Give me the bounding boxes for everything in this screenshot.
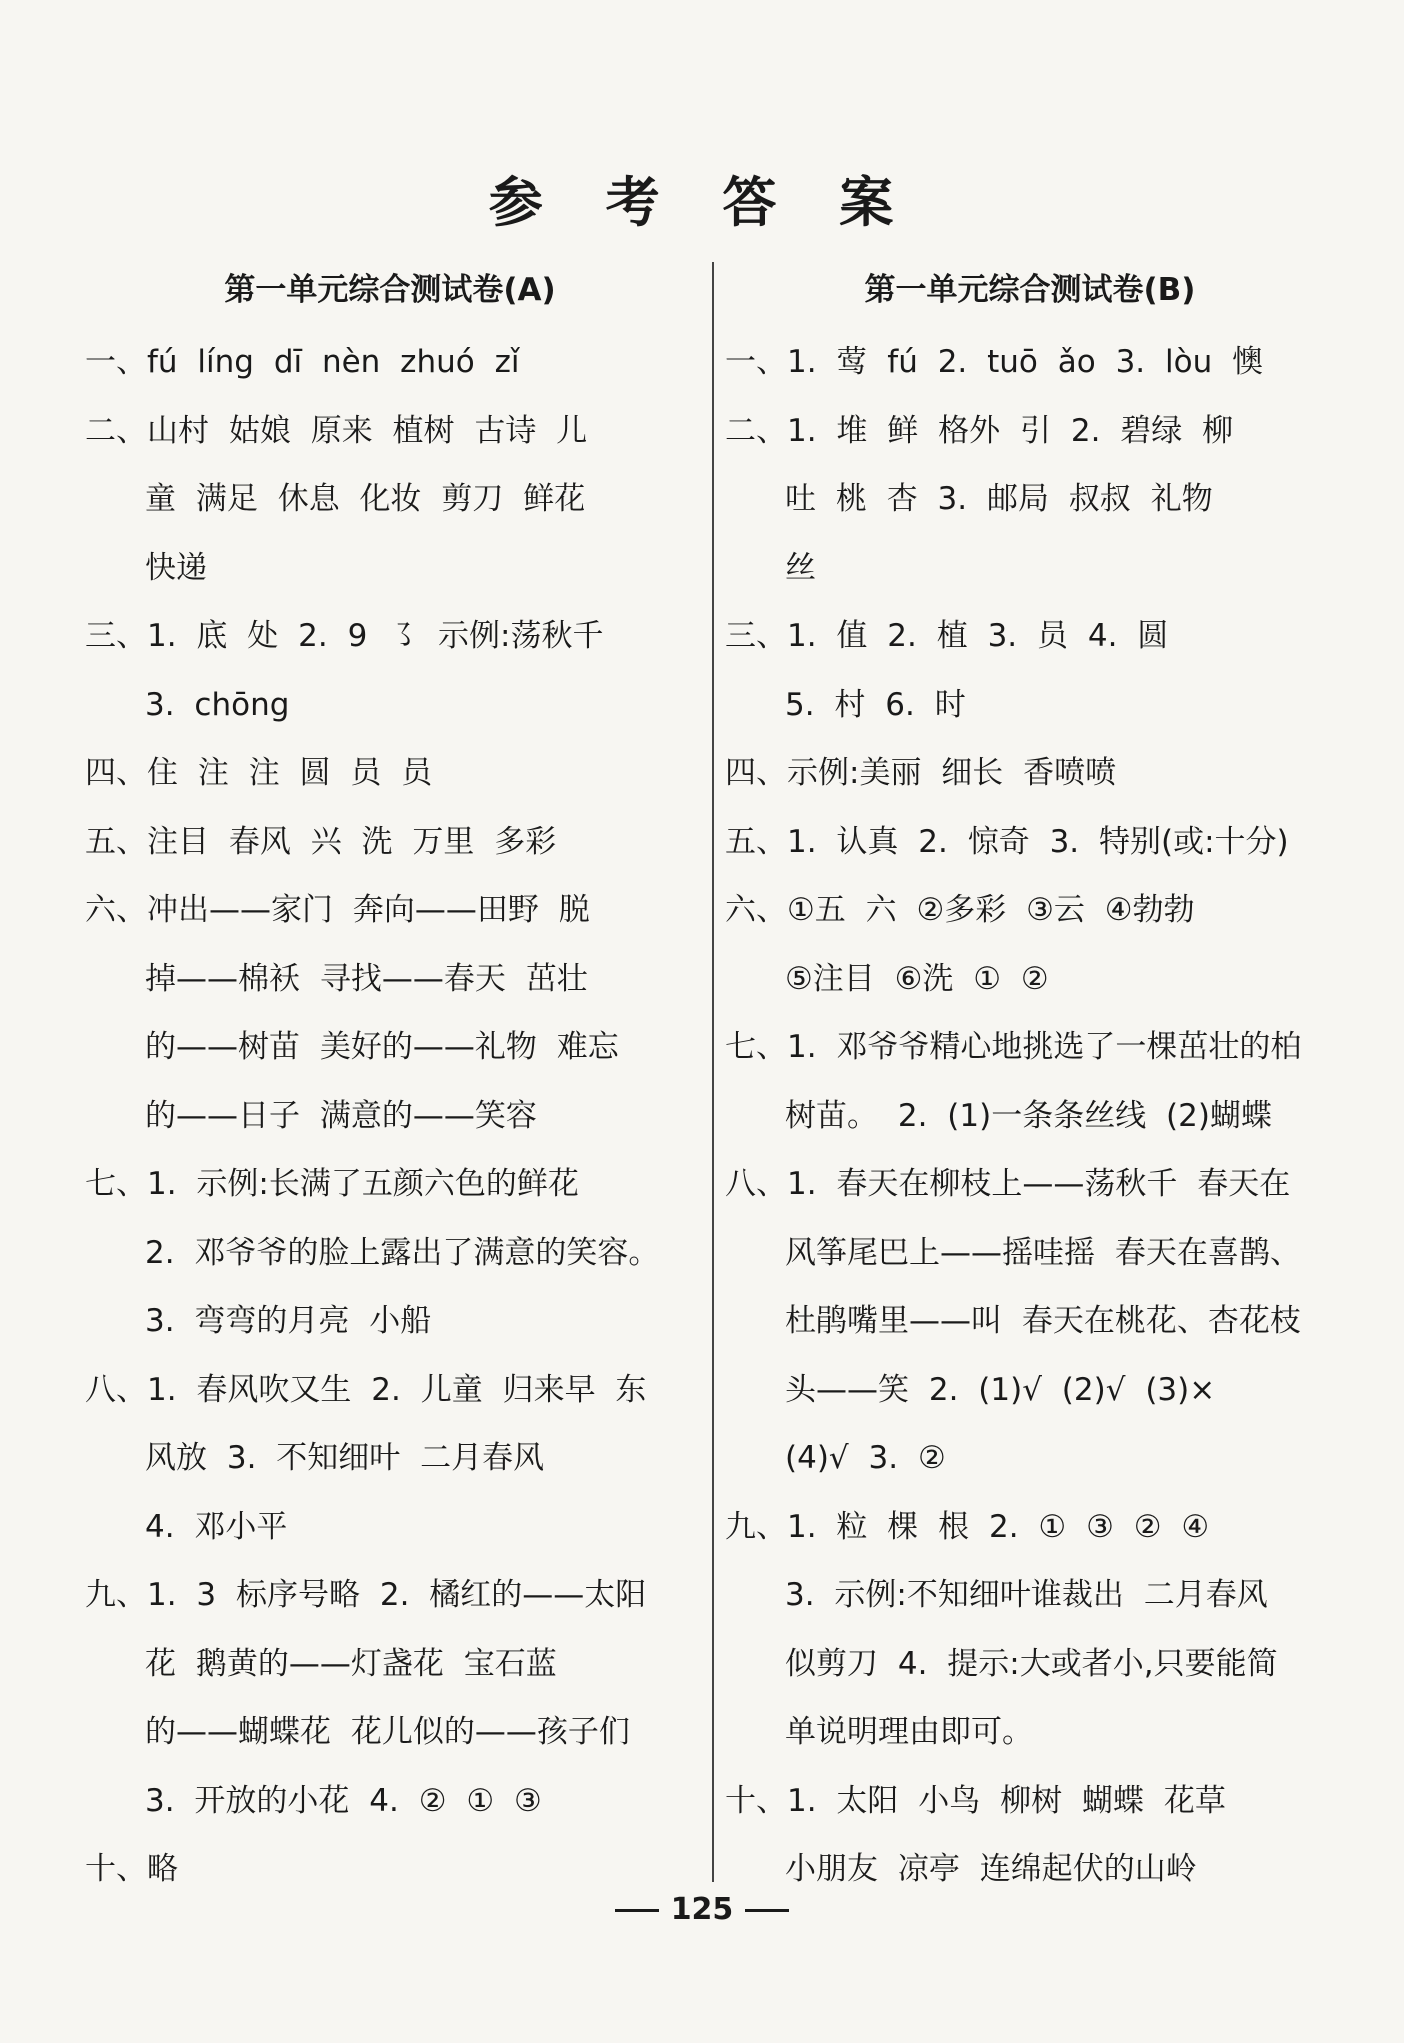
answer-line: 风放 3. 不知细叶 二月春风 bbox=[145, 1440, 545, 1476]
page-number: 125 bbox=[670, 1892, 734, 1927]
answer-line: 的——树苗 美好的——礼物 难忘 bbox=[145, 1029, 619, 1065]
answer-line: 树苗。 2. (1)一条条丝线 (2)蝴蝶 bbox=[785, 1097, 1272, 1134]
page-footer bbox=[0, 1892, 1404, 1927]
answer-line: 3. chōng bbox=[145, 686, 290, 723]
answer-line: 似剪刀 4. 提示:大或者小,只要能简 bbox=[785, 1645, 1278, 1682]
answer-line: 一、fú líng dī nèn zhuó zǐ bbox=[85, 344, 520, 380]
answer-line: 九、1. 粒 棵 根 2. ① ③ ② ④ bbox=[725, 1508, 1210, 1545]
answer-line: 五、1. 认真 2. 惊奇 3. 特别(或:十分) bbox=[725, 823, 1289, 860]
answer-line: 一、1. 莺 fú 2. tuō ǎo 3. lòu 懊 bbox=[725, 344, 1264, 380]
answer-line: 八、1. 春天在柳枝上——荡秋千 春天在 bbox=[725, 1166, 1291, 1202]
answer-line: 四、示例:美丽 细长 香喷喷 bbox=[725, 755, 1117, 791]
answer-line: 花 鹅黄的——灯盏花 宝石蓝 bbox=[145, 1645, 557, 1682]
answer-line: 吐 桃 杏 3. 邮局 叔叔 礼物 bbox=[785, 481, 1213, 517]
footer-dash-left bbox=[615, 1909, 659, 1912]
answer-line: 三、1. 底 处 2. 9 ㇌ 示例:荡秋千 bbox=[85, 618, 604, 654]
answer-line: 童 满足 休息 化妆 剪刀 鲜花 bbox=[145, 481, 586, 517]
answer-line: 丝 bbox=[785, 549, 816, 586]
answer-line: 3. 开放的小花 4. ② ① ③ bbox=[145, 1782, 542, 1819]
answer-line: 的——蝴蝶花 花儿似的——孩子们 bbox=[145, 1714, 630, 1750]
answer-line: 5. 村 6. 时 bbox=[785, 686, 966, 723]
page-title: 参 考 答 案 bbox=[488, 170, 916, 234]
answer-line: 三、1. 值 2. 植 3. 员 4. 圆 bbox=[725, 618, 1169, 654]
answer-line: 头——笑 2. (1)√ (2)√ (3)× bbox=[785, 1371, 1216, 1408]
answer-line: 五、注目 春风 兴 洗 万里 多彩 bbox=[85, 823, 557, 860]
column-a-heading: 第一单元综合测试卷(A) bbox=[224, 272, 556, 308]
answer-line: 快递 bbox=[145, 549, 207, 586]
answer-line: 四、住 注 注 圆 员 员 bbox=[85, 755, 433, 791]
answer-line: 杜鹃嘴里——叫 春天在桃花、杏花枝 bbox=[785, 1303, 1301, 1339]
answer-line: 七、1. 示例:长满了五颜六色的鲜花 bbox=[85, 1166, 579, 1202]
answer-line: 4. 邓小平 bbox=[145, 1508, 288, 1545]
column-b-lines bbox=[725, 328, 1335, 1904]
answer-line: 风筝尾巴上——摇哇摇 春天在喜鹊、 bbox=[785, 1234, 1301, 1271]
answer-line: 2. 邓爷爷的脸上露出了满意的笑容。 bbox=[145, 1234, 660, 1271]
answer-line: 十、1. 太阳 小鸟 柳树 蝴蝶 花草 bbox=[725, 1782, 1226, 1819]
answer-line: 3. 弯弯的月亮 小船 bbox=[145, 1303, 432, 1339]
footer-dash-right bbox=[745, 1909, 789, 1912]
answer-line: 3. 示例:不知细叶谁裁出 二月春风 bbox=[785, 1577, 1268, 1613]
column-divider bbox=[712, 262, 714, 1882]
answer-line: 小朋友 凉亭 连绵起伏的山岭 bbox=[785, 1851, 1197, 1887]
answer-column-a bbox=[85, 262, 695, 1904]
answer-line: ⑤注目 ⑥洗 ① ② bbox=[785, 960, 1049, 997]
answer-line: 六、①五 六 ②多彩 ③云 ④勃勃 bbox=[725, 892, 1195, 928]
answer-line: 二、山村 姑娘 原来 植树 古诗 儿 bbox=[85, 412, 588, 449]
answer-line: 九、1. 3 标序号略 2. 橘红的——太阳 bbox=[85, 1577, 647, 1613]
answer-line: 掉——棉袄 寻找——春天 茁壮 bbox=[145, 960, 588, 997]
answer-line: 单说明理由即可。 bbox=[785, 1714, 1033, 1750]
answer-column-b bbox=[725, 262, 1335, 1904]
answer-line: 的——日子 满意的——笑容 bbox=[145, 1097, 537, 1134]
answer-line: 十、略 bbox=[85, 1851, 178, 1887]
column-a-lines bbox=[85, 328, 695, 1904]
answer-line: 六、冲出——家门 奔向——田野 脱 bbox=[85, 892, 590, 928]
answer-line: (4)√ 3. ② bbox=[785, 1440, 946, 1476]
answer-line: 七、1. 邓爷爷精心地挑选了一棵茁壮的柏 bbox=[725, 1029, 1302, 1065]
column-b-heading: 第一单元综合测试卷(B) bbox=[864, 272, 1196, 308]
answer-line: 二、1. 堆 鲜 格外 引 2. 碧绿 柳 bbox=[725, 412, 1234, 449]
answer-line: 八、1. 春风吹又生 2. 儿童 归来早 东 bbox=[85, 1371, 647, 1408]
